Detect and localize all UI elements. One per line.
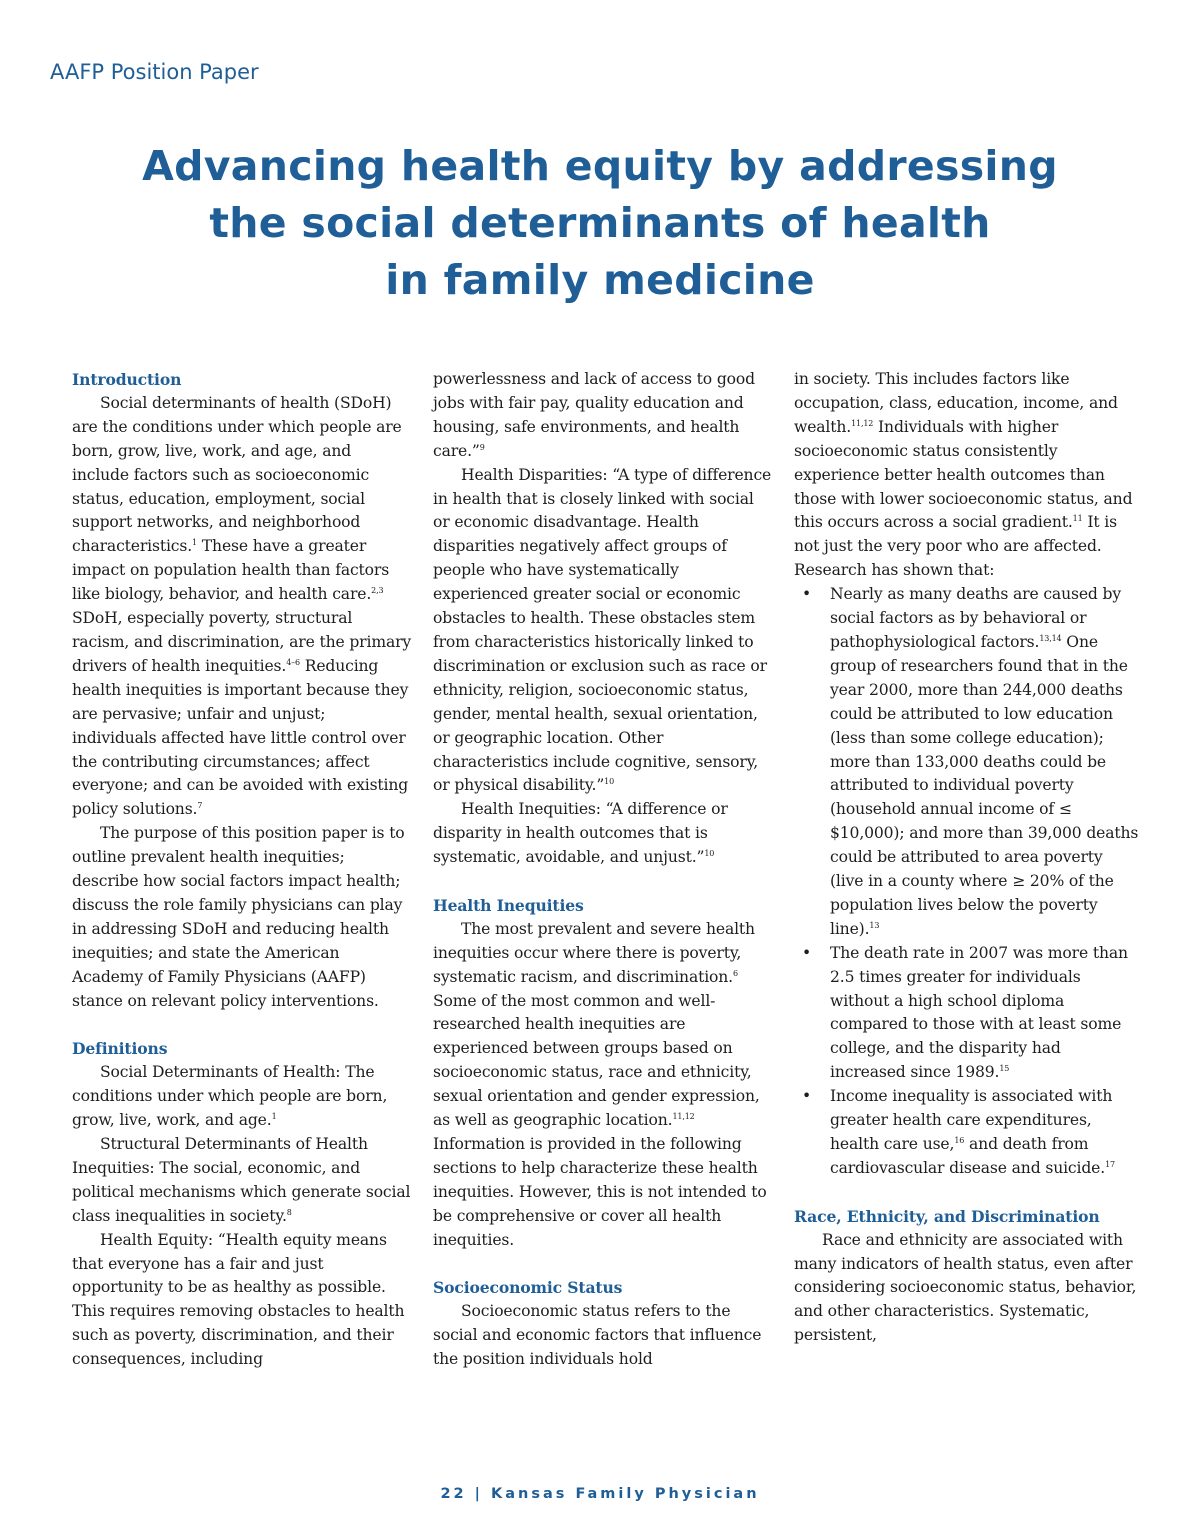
citation: 7	[197, 801, 203, 811]
definition-health-equity: Health Equity: “Health equity means that everyone has a fair and just opportunity to be as healthy as possible. This requires removing obstacles to health such as poverty, discrimination, and their consequences, including	[72, 1230, 405, 1369]
definitions-heading: Definitions	[72, 1039, 168, 1059]
text-column-3	[794, 368, 1139, 1348]
page-footer: 22 | Kansas Family Physician	[440, 1486, 760, 1502]
citation: 10	[704, 849, 715, 859]
research-findings-list	[794, 583, 1139, 1181]
citation: 2,3	[371, 586, 384, 596]
definition-sdoh: Social Determinants of Health: The conditions under which people are born, grow, live, work, and age.$^1$	[72, 1063, 388, 1130]
socioeconomic-status-paragraph: Socioeconomic status refers to the social and economic factors that influence the position individuals hold	[433, 1302, 762, 1369]
list-item: • Income inequality is associated with greater health care expenditures, health care use,$^{16}$ and death from cardiovascular disease and suicide.$^{17}$	[794, 1085, 1139, 1181]
list-item: • The death rate in 2007 was more than 2.5 times greater for individuals without a high school diploma compared to those with at least some college, and the disparity had increased since 1989.15	[794, 942, 1139, 1085]
definition-health-disparities: Health Disparities: “A type of difference in health that is closely linked with social or economic disadvantage. Health disparities negatively affect groups of people who have systematically experienced greater social or economic obstacles to health. These obstacles stem from characteristics historically linked to discrimination or exclusion such as race or ethnicity, religion, socioeconomic status, gender, mental health, sexual orientation, or geographic location. Other characteristics include cognitive, sensory, or physical disability.”$^{10}$	[433, 465, 772, 795]
citation: 11	[1072, 514, 1083, 524]
citation: 6	[733, 968, 738, 978]
citation: 10	[604, 777, 615, 787]
socioeconomic-status-heading: Socioeconomic Status	[433, 1278, 623, 1298]
title-line: Advancing health equity by addressing	[142, 142, 1058, 190]
definition-structural-determinants: Structural Determinants of Health Inequities: The social, economic, and political mechanisms which generate social class inequalities in society.$^8$	[72, 1134, 411, 1225]
section-kicker: AAFP Position Paper	[50, 60, 259, 84]
citation: 4–6	[286, 657, 300, 667]
citation: 1	[271, 1112, 277, 1122]
race-ethnicity-heading: Race, Ethnicity, and Discrimination	[794, 1206, 1100, 1226]
citation: 13,14	[1039, 633, 1062, 643]
citation: 17	[1105, 1159, 1115, 1169]
intro-paragraph-2: The purpose of this position paper is to outline prevalent health inequities; describe how social factors impact health; discuss the role family physicians can play in addressing SDoH and reducing health inequities; and state the American Academy of Family Physicians (AAFP) stance on relevant policy interventions.	[72, 824, 405, 1010]
citation: 8	[286, 1207, 292, 1217]
citation: 11,12	[851, 418, 874, 428]
intro-paragraph-1: Social determinants of health (SDoH) are the conditions under which people are born, grow, live, work, and age, and include factors such as socioeconomic status, education, employment, social support networks, and neighborhood characteristics.$^1$ These have a greater impact on population health than factors like biology, behavior, and health care.$^{2,3}$ SDoH, especially poverty, structural racism, and discrimination, are the primary drivers of health inequities.$^{4-6}$ Reducing health inequities is important because they are pervasive; unfair and unjust; individuals affected have little control over the contributing circumstances; affect everyone; and can be avoided with existing policy solutions.$^7$	[72, 393, 412, 819]
health-equity-continued: powerlessness and lack of access to good jobs with fair pay, quality education and housing, safe environments, and health care.”$^9$	[433, 370, 755, 460]
citation: 11,12	[672, 1112, 695, 1122]
race-ethnicity-paragraph: Race and ethnicity are associated with many indicators of health status, even after considering socioeconomic status, behavior, and other characteristics. Systematic, persistent,	[794, 1230, 1137, 1345]
citation: 9	[479, 442, 485, 452]
socioeconomic-status-continued: in society. This includes factors like occupation, class, education, income, and wealth.$^{11,12}$ Individuals with higher socioeconomic status consistently experience better health outcomes than those with lower socioeconomic status, and this occurs across a social gradient.$^{11}$ It is not just the very poor who are affected. Research has shown that:	[794, 370, 1133, 580]
text-column-2	[433, 368, 773, 1372]
health-inequities-paragraph: The most prevalent and severe health inequities occur where there is poverty, systematic racism, and discrimination.$^6$ Some of the most common and well-researched health inequities are experienced between groups based on socioeconomic status, race and ethnicity, sexual orientation and gender expression, as well as geographic location.$^{11,12}$ Information is provided in the following sections to help characterize these health inequities. However, this is not intended to be comprehensive or cover all health inequities.	[433, 919, 767, 1249]
citation: 1	[192, 538, 197, 548]
list-item: • Nearly as many deaths are caused by social factors as by behavioral or pathophysiological factors.$^{13,14}$ One group of researchers found that in the year 2000, more than 244,000 deaths could be attributed to low education (less than some college education); more than 133,000 deaths could be attributed to individual poverty (household annual income of ≤ $10,000); and more than 39,000 deaths could be attributed to area poverty (live in a county where ≥ 20% of the population lives below the poverty line).$^{13}$	[794, 583, 1139, 942]
text-column-1	[72, 368, 412, 1372]
citation: 13	[869, 920, 880, 930]
citation: 15	[999, 1064, 1010, 1074]
definition-health-inequities: Health Inequities: “A difference or disparity in health outcomes that is systematic, avoidable, and unjust.”$^{10}$	[433, 800, 728, 867]
citation: 16	[954, 1136, 965, 1145]
title-line: in family medicine	[385, 256, 815, 304]
introduction-heading: Introduction	[72, 370, 182, 389]
title-line: the social determinants of health	[209, 199, 991, 247]
health-inequities-heading: Health Inequities	[433, 895, 584, 915]
page-title	[60, 138, 1140, 309]
